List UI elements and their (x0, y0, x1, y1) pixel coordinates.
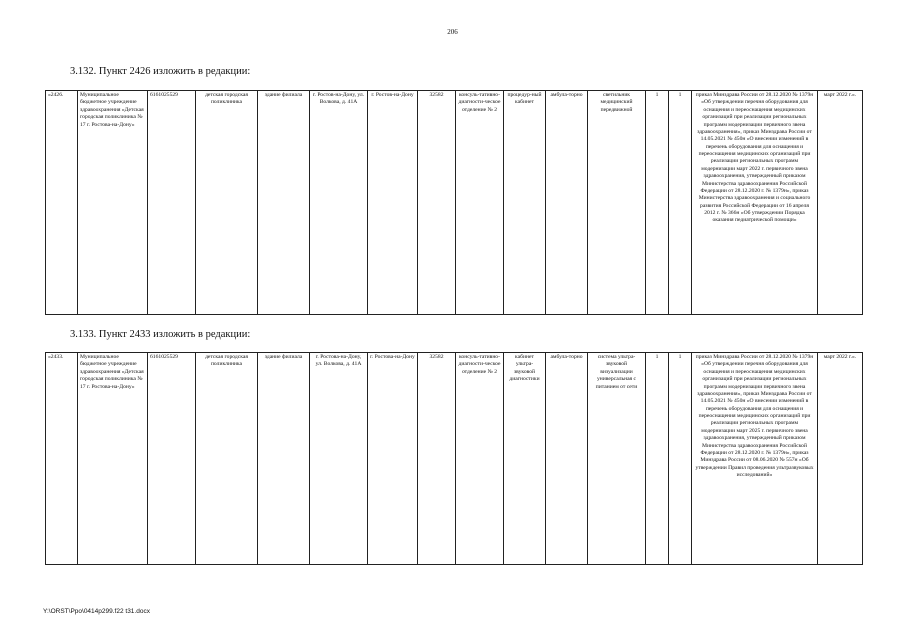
date-cell: март 2022 г.». (818, 353, 863, 565)
city-cell: г. Ростов-на-Дону (368, 91, 418, 315)
quantity-cell: 1 (646, 91, 669, 315)
amendment-table (45, 90, 863, 315)
quantity-cell-2: 1 (669, 353, 692, 565)
legal-basis-cell: приказ Минздрава России от 28.12.2020 № 1379н «Об утверждении перечня оборудования для оснащения и переоснащения медицинских организаций при реализации региональных программ модернизации первичного звена здравоохранения», приказ Минздрава России от 14.05.2021 № 450н «О внесении изменений в перечень оборудования для оснащения и переоснащения медицинских организаций при реализации региональных программ модернизации март 2025 г. первичного звена здравоохранения, утвержденный приказом Министерства здравоохранения Российской Федерации от 28.12.2020 г. № 1379н», приказ Минздрава России от 08.06.2020 № 557н «Об утверждении Правил проведения ультразвуковых исследований» (692, 353, 818, 565)
organization-cell: Муниципальное бюджетное учреждение здравоохранения «Детская городская поликлиника № 17 г. Ростова-на-Дону» (78, 353, 148, 565)
section-heading: 3.133. Пункт 2433 изложить в редакции: (70, 329, 251, 340)
code-cell: 32582 (418, 91, 456, 315)
row-number: «2426. (46, 91, 78, 315)
quantity-cell-2: 1 (669, 91, 692, 315)
inn-cell: 6161025529 (148, 91, 196, 315)
building-cell: здание филиала (258, 91, 310, 315)
legal-basis-cell: приказ Минздрава России от 28.12.2020 № 1379н «Об утверждении перечня оборудования для оснащения и переоснащения медицинских организаций при реализации региональных программ модернизации первичного звена здравоохранения», приказ Минздрава России от 14.05.2021 № 450н «О внесении изменений в перечень оборудования для оснащения и переоснащения медицинских организаций при реализации региональных программ модернизации март 2022 г. первичного звена здравоохранения, утвержденный приказом Министерства здравоохранения Российской Федерации от 28.12.2020 г. № 1379н», приказ Министерства здравоохранения и социального развития Российской Федерации от 16 апреля 2012 г. № 366н «Об утверждении Порядка оказания педиатрической помощи» (692, 91, 818, 315)
organization-cell: Муниципальное бюджетное учреждение здравоохранения «Детская городская поликлиника № 17 г. Ростова-на-Дону» (78, 91, 148, 315)
department-cell: консуль-тативно-диагности-ческое отделение № 2 (456, 91, 504, 315)
inn-cell: 6161025529 (148, 353, 196, 565)
address-cell: г. Ростов-на-Дону, ул. Волкова, д. 41А (310, 91, 368, 315)
table-row (46, 353, 863, 565)
care-type-cell: амбула-торно (546, 353, 588, 565)
city-cell: г. Ростова-на-Дону (368, 353, 418, 565)
room-cell: процедур-ный кабинет (504, 91, 546, 315)
table-row (46, 91, 863, 315)
date-cell: март 2022 г.». (818, 91, 863, 315)
department-cell: консуль-тативно-диагности-ческое отделение № 2 (456, 353, 504, 565)
room-cell: кабинет ультра-звуковой диагностики (504, 353, 546, 565)
page-number: 206 (447, 28, 458, 36)
section-heading: 3.132. Пункт 2426 изложить в редакции: (70, 66, 251, 77)
address-cell: г. Ростова-на-Дону, ул. Волкова, д. 41А (310, 353, 368, 565)
facility-type-cell: детская городская поликлиника (196, 353, 258, 565)
building-cell: здание филиала (258, 353, 310, 565)
amendment-table (45, 352, 863, 565)
care-type-cell: амбула-торно (546, 91, 588, 315)
file-path-footer: Y:\ORST\Ppo\0414p299.f22 t31.docx (43, 608, 150, 615)
equipment-cell: система ультра-звуковой визуализации универсальная с питанием от сети (588, 353, 646, 565)
quantity-cell: 1 (646, 353, 669, 565)
code-cell: 32582 (418, 353, 456, 565)
equipment-cell: светильник медицинский передвижной (588, 91, 646, 315)
row-number: «2433. (46, 353, 78, 565)
facility-type-cell: детская городская поликлиника (196, 91, 258, 315)
